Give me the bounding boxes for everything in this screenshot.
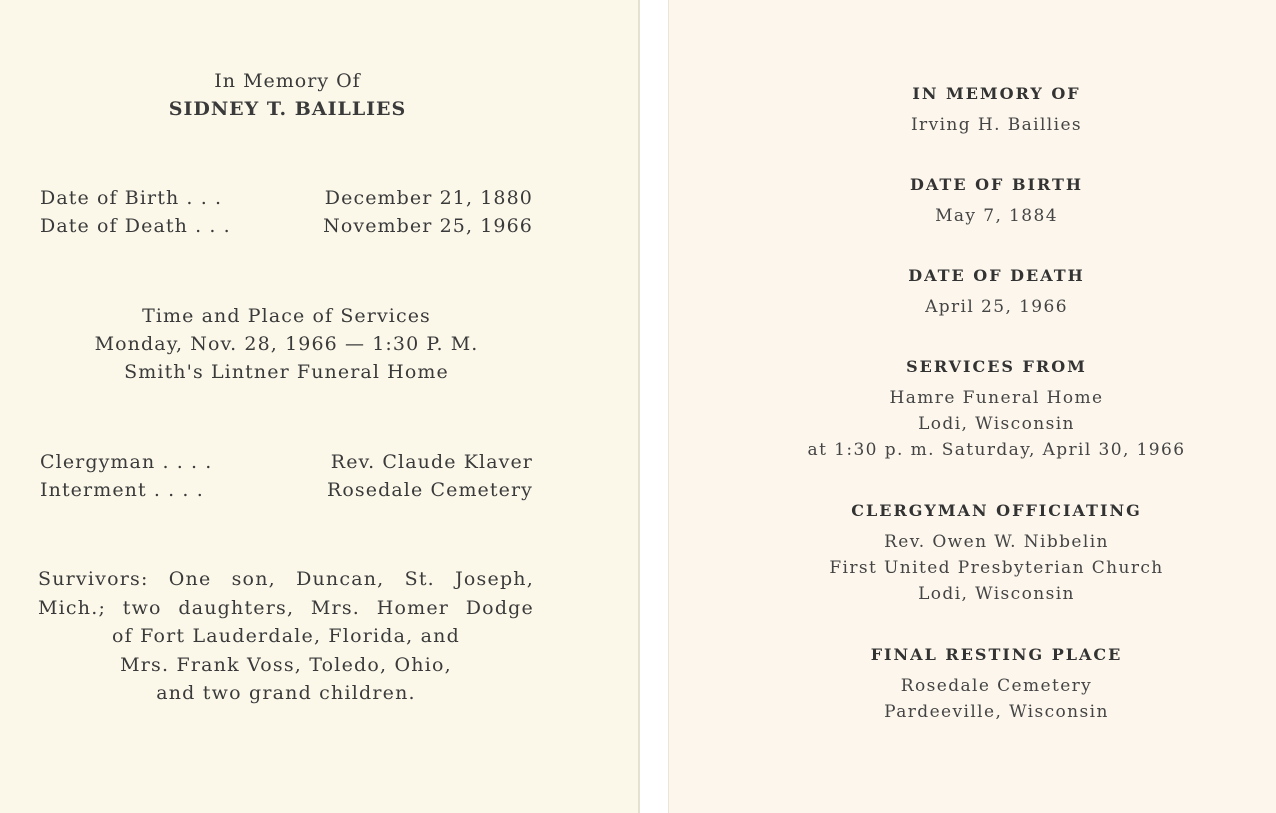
clergyman-line: Rev. Owen W. Nibbelin <box>884 532 1109 552</box>
resting-place-line: Pardeeville, Wisconsin <box>884 702 1109 722</box>
clergyman-line: Lodi, Wisconsin <box>918 584 1075 604</box>
survivors-line: Survivors: One son, Duncan, St. Joseph, <box>38 568 534 590</box>
services-place: Smith's Lintner Funeral Home <box>124 361 449 383</box>
survivors-line: Mich.; two daughters, Mrs. Homer Dodge <box>38 596 534 619</box>
interment-row <box>40 479 533 503</box>
survivors-line: of Fort Lauderdale, Florida, and <box>112 625 460 647</box>
services-line: Lodi, Wisconsin <box>918 414 1075 434</box>
birth-heading: DATE OF BIRTH <box>910 175 1083 194</box>
clergyman-line: First United Presbyterian Church <box>829 558 1164 578</box>
memorial-card-irving <box>668 0 1276 813</box>
services-line: at 1:30 p. m. Saturday, April 30, 1966 <box>807 440 1186 460</box>
birth-label: Date of Birth . . . <box>40 187 223 209</box>
clergyman-name: Rev. Claude Klaver <box>330 451 533 473</box>
birth-row <box>40 187 533 211</box>
services-heading: SERVICES FROM <box>906 357 1087 376</box>
death-date: April 25, 1966 <box>925 297 1068 317</box>
resting-place-line: Rosedale Cemetery <box>900 676 1093 696</box>
death-date: November 25, 1966 <box>323 215 533 237</box>
interment-label: Interment . . . . <box>40 479 204 501</box>
clergyman-heading: CLERGYMAN OFFICIATING <box>851 501 1142 520</box>
survivors-line: Mrs. Frank Voss, Toledo, Ohio, <box>120 653 452 676</box>
birth-date: May 7, 1884 <box>935 206 1058 226</box>
death-heading: DATE OF DEATH <box>908 266 1085 285</box>
services-datetime: Monday, Nov. 28, 1966 — 1:30 P. M. <box>94 333 479 355</box>
survivors-paragraph <box>38 565 534 708</box>
interment-place: Rosedale Cemetery <box>326 479 533 501</box>
services-line: Hamre Funeral Home <box>889 388 1104 408</box>
memory-heading: IN MEMORY OF <box>912 84 1081 103</box>
deceased-name: Irving H. Baillies <box>910 115 1083 135</box>
deceased-name: SIDNEY T. BAILLIES <box>168 98 407 120</box>
death-row <box>40 215 533 239</box>
clergyman-label: Clergyman . . . . <box>40 451 213 473</box>
clergyman-row <box>40 451 533 475</box>
services-title: Time and Place of Services <box>142 305 431 327</box>
birth-date: December 21, 1880 <box>324 187 533 209</box>
memorial-heading: In Memory Of <box>214 70 361 92</box>
death-label: Date of Death . . . <box>40 215 231 237</box>
resting-place-heading: FINAL RESTING PLACE <box>870 645 1123 664</box>
survivors-line: and two grand children. <box>156 682 416 704</box>
